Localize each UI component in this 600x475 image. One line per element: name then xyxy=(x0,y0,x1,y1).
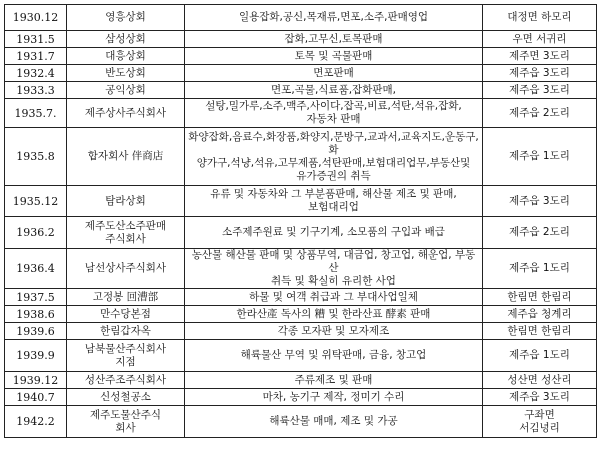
cell-name: 탐라상회 xyxy=(67,186,185,217)
table-row xyxy=(5,65,597,82)
cell-business: 하물 및 여객 취급과 그 부대사업일체 xyxy=(185,289,483,306)
cell-business: 설탕,밀가루,소주,맥주,사이다,잡곡,비료,석탄,석유,잡화, 자동차 판매 xyxy=(185,99,483,128)
table-row xyxy=(5,99,597,128)
cell-name: 고정봉 回漕部 xyxy=(67,289,185,306)
cell-name: 신성철공소 xyxy=(67,389,185,406)
cell-business: 해륙물산 무역 및 위탁판매, 금융, 창고업 xyxy=(185,340,483,372)
table-row xyxy=(5,323,597,340)
cell-date: 1931.5 xyxy=(5,31,67,48)
cell-date: 1939.9 xyxy=(5,340,67,372)
cell-date: 1936.2 xyxy=(5,217,67,249)
cell-date: 1935.7. xyxy=(5,99,67,128)
cell-business: 면포,곡물,식료품,잡화판매, xyxy=(185,82,483,99)
cell-date: 1942.2 xyxy=(5,406,67,438)
cell-date: 1939.12 xyxy=(5,372,67,389)
cell-business: 마차, 농기구 제작, 정미기 수리 xyxy=(185,389,483,406)
cell-name: 남선상사주식회사 xyxy=(67,249,185,289)
cell-location: 제주읍 3도리 xyxy=(483,186,597,217)
table-row xyxy=(5,31,597,48)
cell-date: 1935.12 xyxy=(5,186,67,217)
company-table-grid xyxy=(4,4,597,438)
cell-name: 남북물산주식회사 지점 xyxy=(67,340,185,372)
cell-location: 제주읍 3도리 xyxy=(483,389,597,406)
company-table-body xyxy=(5,5,597,438)
cell-business: 해륙산물 매매, 제조 및 가공 xyxy=(185,406,483,438)
cell-business: 일용잡화,공신,목재류,면포,소주,판매영업 xyxy=(185,5,483,31)
cell-date: 1936.4 xyxy=(5,249,67,289)
cell-business: 화양잡화,음료수,화장품,화양지,문방구,교과서,교육지도,운동구,화 양가구,석냥,석유,고무제품,석탄판매,보험대리업무,부동산및 유가증권의 취득 xyxy=(185,128,483,186)
table-row xyxy=(5,249,597,289)
cell-location: 제주읍 2도리 xyxy=(483,217,597,249)
cell-name: 반도상회 xyxy=(67,65,185,82)
cell-location: 한림면 한림리 xyxy=(483,289,597,306)
cell-location: 제주읍 1도리 xyxy=(483,249,597,289)
company-table xyxy=(4,4,596,438)
cell-date: 1937.5 xyxy=(5,289,67,306)
cell-business: 유류 및 자동차와 그 부분품판매, 해산물 제조 및 판매, 보험대리업 xyxy=(185,186,483,217)
cell-location: 제주읍 청계리 xyxy=(483,306,597,323)
cell-date: 1940.7 xyxy=(5,389,67,406)
cell-name: 한림갑자옥 xyxy=(67,323,185,340)
table-row xyxy=(5,217,597,249)
table-row xyxy=(5,186,597,217)
cell-location: 제주읍 1도리 xyxy=(483,128,597,186)
cell-location: 우면 서귀리 xyxy=(483,31,597,48)
cell-business: 한라산產 독사의 糟 및 한라산표 酵素 판매 xyxy=(185,306,483,323)
cell-name: 합자회사 伴商店 xyxy=(67,128,185,186)
table-row xyxy=(5,289,597,306)
cell-business: 토목 및 곡물판매 xyxy=(185,48,483,65)
cell-name: 제주도산소주판매 주식회사 xyxy=(67,217,185,249)
cell-business: 면포판매 xyxy=(185,65,483,82)
table-row xyxy=(5,406,597,438)
cell-location: 제주읍 1도리 xyxy=(483,340,597,372)
table-row xyxy=(5,389,597,406)
cell-date: 1939.6 xyxy=(5,323,67,340)
cell-name: 영흥상회 xyxy=(67,5,185,31)
cell-location: 제주읍 3도리 xyxy=(483,82,597,99)
cell-date: 1938.6 xyxy=(5,306,67,323)
cell-business: 주류제조 및 판매 xyxy=(185,372,483,389)
table-row xyxy=(5,48,597,65)
table-row xyxy=(5,5,597,31)
cell-date: 1930.12 xyxy=(5,5,67,31)
cell-location: 제주읍 2도리 xyxy=(483,99,597,128)
cell-date: 1932.4 xyxy=(5,65,67,82)
cell-date: 1931.7 xyxy=(5,48,67,65)
cell-business: 잡화,고무신,토목판매 xyxy=(185,31,483,48)
cell-date: 1935.8 xyxy=(5,128,67,186)
cell-location: 제주읍 3도리 xyxy=(483,65,597,82)
table-row xyxy=(5,128,597,186)
table-row xyxy=(5,306,597,323)
table-row xyxy=(5,372,597,389)
cell-name: 제주도물산주식 회사 xyxy=(67,406,185,438)
cell-location: 구좌면 서김녕리 xyxy=(483,406,597,438)
cell-name: 제주상사주식회사 xyxy=(67,99,185,128)
cell-location: 제주면 3도리 xyxy=(483,48,597,65)
table-row xyxy=(5,340,597,372)
cell-business: 각종 모자판 및 모자제조 xyxy=(185,323,483,340)
cell-name: 삼성상회 xyxy=(67,31,185,48)
cell-location: 한림면 한림리 xyxy=(483,323,597,340)
cell-name: 만수당본점 xyxy=(67,306,185,323)
cell-name: 성산주조주식회사 xyxy=(67,372,185,389)
cell-location: 성산면 성산리 xyxy=(483,372,597,389)
cell-name: 공익상회 xyxy=(67,82,185,99)
cell-location: 대정면 하모리 xyxy=(483,5,597,31)
cell-business: 농산물 해산물 판매 및 상품무역, 대금업, 창고업, 해운업, 부동산 취득 및 확실히 유리한 사업 xyxy=(185,249,483,289)
cell-date: 1933.3 xyxy=(5,82,67,99)
cell-business: 소주제주원료 및 기구기계, 소모품의 구입과 배급 xyxy=(185,217,483,249)
table-row xyxy=(5,82,597,99)
cell-name: 대흥상회 xyxy=(67,48,185,65)
